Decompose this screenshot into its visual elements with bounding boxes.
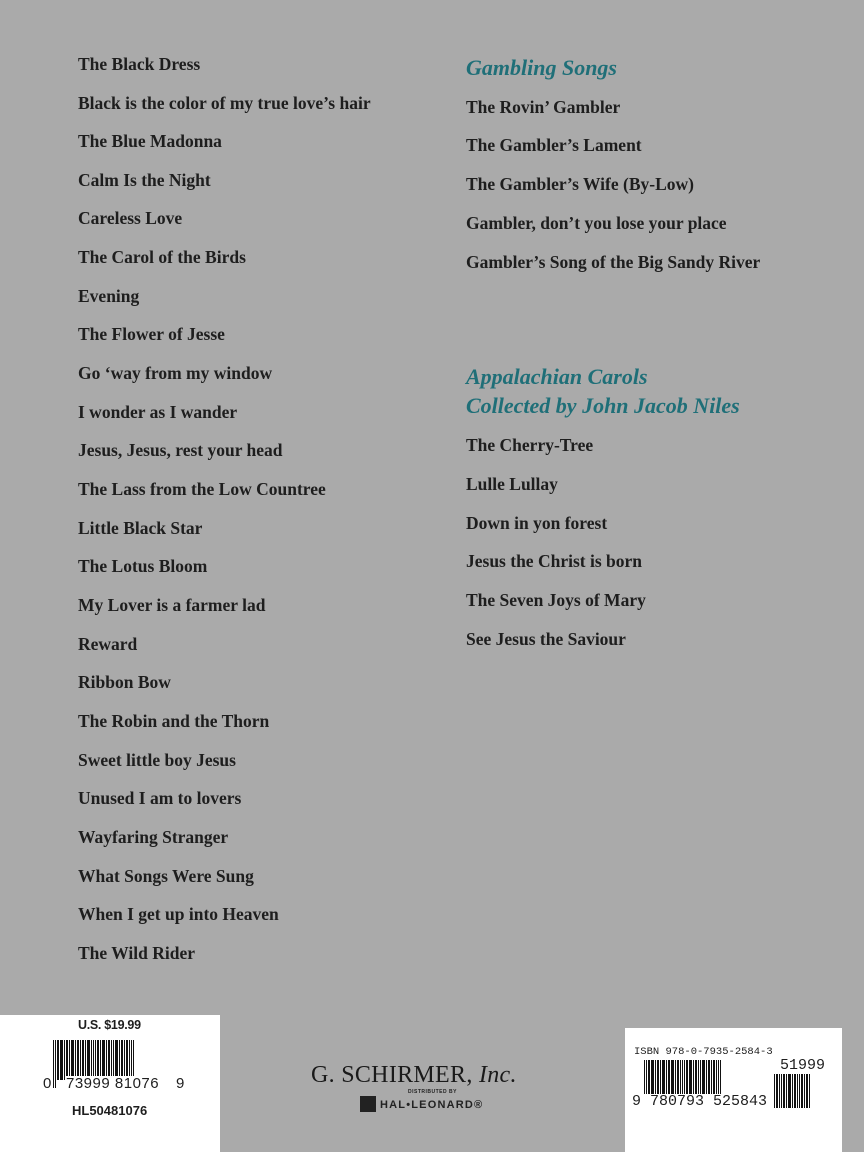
isbn-barcode-digits: 9 780793 525843 <box>632 1093 768 1110</box>
song-title: Jesus the Christ is born <box>466 551 642 571</box>
carols-heading-line2: Collected by John Jacob Niles <box>466 393 740 418</box>
song-title: Careless Love <box>78 208 183 228</box>
song-title: The Seven Joys of Mary <box>466 590 646 610</box>
upc-digits: 73999 81076 <box>66 1075 160 1092</box>
song-title: Go ‘way from my window <box>78 363 273 383</box>
song-title: When I get up into Heaven <box>78 904 279 924</box>
song-title: The Rovin’ Gambler <box>466 97 621 117</box>
song-title: Calm Is the Night <box>78 170 211 190</box>
upc-digit-left: 0 <box>43 1075 52 1092</box>
song-title: Sweet little boy Jesus <box>78 750 236 770</box>
isbn-text: ISBN 978-0-7935-2584-3 <box>634 1046 773 1058</box>
song-title: Wayfaring Stranger <box>78 827 229 847</box>
song-title: I wonder as I wander <box>78 402 238 422</box>
song-title: Reward <box>78 634 138 654</box>
song-title: The Lotus Bloom <box>78 556 208 576</box>
song-title: The Flower of Jesse <box>78 324 225 344</box>
song-title: Jesus, Jesus, rest your head <box>78 440 283 460</box>
distributor-name: HAL•LEONARD® <box>380 1099 484 1111</box>
song-title: See Jesus the Saviour <box>466 629 626 649</box>
song-title: The Gambler’s Wife (By-Low) <box>466 174 694 194</box>
song-title: What Songs Were Sung <box>78 866 254 886</box>
song-title: The Wild Rider <box>78 943 196 963</box>
song-title: Black is the color of my true love’s hair <box>78 93 371 113</box>
song-title: My Lover is a farmer lad <box>78 595 266 615</box>
isbn-addon-digits: 51999 <box>780 1057 826 1074</box>
publisher-name-text: G. SCHIRMER, <box>311 1062 473 1088</box>
song-title: The Cherry-Tree <box>466 435 594 455</box>
price-text: U.S. $19.99 <box>78 1018 141 1032</box>
carols-heading-line1: Appalachian Carols <box>466 364 648 389</box>
upc-digit-right: 9 <box>176 1075 185 1092</box>
isbn-addon-barcode <box>774 1074 811 1108</box>
song-title: Down in yon forest <box>466 513 608 533</box>
song-title: Unused I am to lovers <box>78 788 242 808</box>
song-title: Lulle Lullay <box>466 474 558 494</box>
song-title: Gambler, don’t you lose your place <box>466 213 727 233</box>
song-title: Gambler’s Song of the Big Sandy River <box>466 252 761 272</box>
song-title: The Gambler’s Lament <box>466 135 642 155</box>
song-title: The Carol of the Birds <box>78 247 246 267</box>
song-title: Little Black Star <box>78 518 203 538</box>
hal-leonard-logo-icon <box>360 1096 376 1112</box>
song-title: The Black Dress <box>78 54 201 74</box>
song-title: The Robin and the Thorn <box>78 711 270 731</box>
publisher-name <box>311 1062 517 1089</box>
song-title: Evening <box>78 286 140 306</box>
song-title: The Blue Madonna <box>78 131 222 151</box>
gambling-songs-heading: Gambling Songs <box>466 55 617 80</box>
song-title: Ribbon Bow <box>78 672 171 692</box>
product-code: HL50481076 <box>72 1103 148 1118</box>
song-title: The Lass from the Low Countree <box>78 479 326 499</box>
distributed-by-label: DISTRIBUTED BY <box>408 1089 457 1095</box>
publisher-suffix: Inc. <box>478 1062 517 1088</box>
